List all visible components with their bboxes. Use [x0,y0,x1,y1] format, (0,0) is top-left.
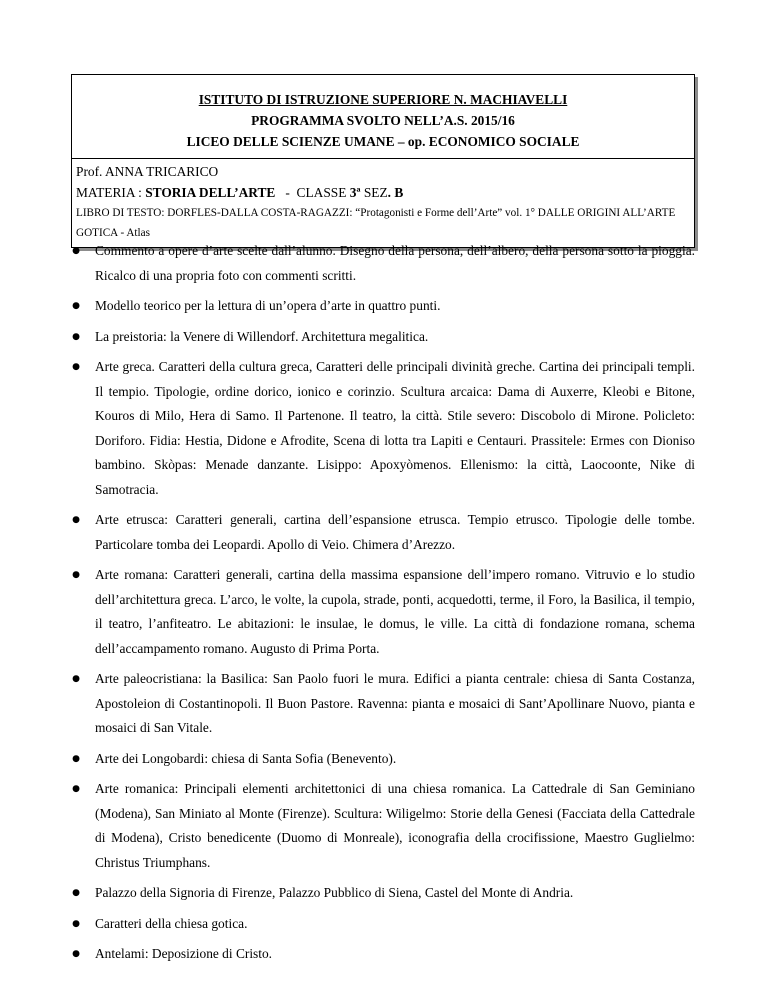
list-item-text: Commento a opere d’arte scelte dall’alunno. Disegno della persona, dell’albero, della persona sotto la pioggia. Ricalco di una propria foto con commenti scritti. [95,243,695,283]
list-item [71,294,695,319]
bullet-icon: ● [72,362,80,372]
bullet-icon: ● [72,784,80,794]
textbook-line: LIBRO DI TESTO: DORFLES-DALLA COSTA-RAGAZZI: “Protagonisti e Forme dell’Arte” vol. 1° DALLE ORIGINI ALL’ARTE GOTICA - Atlas [76,207,676,239]
list-item-text: Modello teorico per la lettura di un’opera d’arte in quattro punti. [95,298,441,313]
bullet-icon: ● [72,301,80,311]
list-item [71,942,695,967]
header-title-block [72,75,694,158]
list-item-text: Arte greca. Caratteri della cultura greca, Caratteri delle principali divinità greche. Cartina dei principali templi. Il tempio. Tipologie, ordine dorico, ionico e corinzio. Scultura arcaica: Dama di Auxerre, Kleobi e Bitone, Kouros di Milo, Hera di Samo. Il Partenone. Il teatro, la città. Stile severo: Discobolo di Mirone. Policleto: Doriforo. Fidia: Hestia, Didone e Afrodite, Scena di lotta tra Lapiti e Centauri. Prassitele: Ermes con Dioniso bambino. Skòpas: Menade danzante. Lisippo: Apoxyòmenos. Ellenismo: la città, Laocoonte, Nike di Samotracia. [95,359,695,497]
header-info-block [72,159,694,247]
list-item [71,667,695,741]
class-number: 3ª [349,185,361,200]
topics-list [71,239,695,973]
list-item [71,239,695,288]
list-item [71,508,695,557]
list-item-text: Arte romana: Caratteri generali, cartina della massima espansione dell’impero romano. Vitruvio e lo studio dell’architettura greca. L’arco, le volte, la cupola, strade, ponti, acquedotti, terme, il Foro, la Basilica, il tempio, il teatro, l’anfiteatro. Le abitazioni: le insulae, le domus, le ville. La città di fondazione romana, schema dell’accampamento romano. Augusto di Prima Porta. [95,567,695,656]
bullet-icon: ● [72,888,80,898]
list-item-text: Antelami: Deposizione di Cristo. [95,946,273,961]
header-box [71,74,695,248]
class-prefix: - CLASSE [275,185,350,200]
bullet-icon: ● [72,753,80,764]
list-item-text: Caratteri della chiesa gotica. [95,915,248,931]
school-name: LICEO DELLE SCIENZE UMANE – op. ECONOMICO SOCIALE [186,134,580,149]
list-item-text: Palazzo della Signoria di Firenze, Palazzo Pubblico di Siena, Castel del Monte di Andria. [95,885,574,900]
list-item-text: Arte romanica: Principali elementi architettonici di una chiesa romanica. La Cattedrale di San Geminiano (Modena), San Miniato al Monte (Firenze). Scultura: Wiligelmo: Storie della Genesi (Facciata della Cattedrale di Modena), Cristo benedicente (Duomo di Monreale), iconografia della crocifissione, Maestro Guglielmo: Christus Triumphans. [95,781,695,870]
bullet-icon: ● [72,570,80,580]
list-item [71,563,695,661]
bullet-icon: ● [72,246,80,256]
subject-prefix: MATERIA : [76,185,146,200]
list-item-text: La preistoria: la Venere di Willendorf. Architettura megalitica. [95,328,429,344]
bullet-icon: ● [72,515,80,525]
class-sez: SEZ [360,185,388,200]
bullet-icon: ● [72,949,80,959]
institute-name: ISTITUTO DI ISTRUZIONE SUPERIORE N. MACHIAVELLI [198,92,568,107]
list-item [71,881,695,906]
list-item-text: Arte etrusca: Caratteri generali, cartina dell’espansione etrusca. Tempio etrusco. Tipologie delle tombe. Particolare tomba dei Leopardi. Apollo di Veio. Chimera d’Arezzo. [95,512,695,552]
bullet-icon: ● [72,918,80,929]
teacher-name: Prof. ANNA TRICARICO [76,164,219,179]
subject-line [76,182,690,203]
bullet-icon: ● [72,674,80,684]
subject-name: STORIA DELL’ARTE [145,185,276,200]
class-section: . B [387,185,404,200]
list-item-text: Arte paleocristiana: la Basilica: San Paolo fuori le mura. Edifici a pianta centrale: chiesa di Santa Costanza, Apostoleion di Costantinopoli. Il Buon Pastore. Ravenna: pianta e mosaici di Sant’Apollinare Nuovo, pianta e mosaici di San Vitale. [95,671,695,735]
program-title: PROGRAMMA SVOLTO NELL’A.S. 2015/16 [251,113,515,128]
bullet-icon: ● [72,331,80,342]
list-item-text: Arte dei Longobardi: chiesa di Santa Sofia (Benevento). [95,750,397,766]
list-item [71,355,695,502]
list-item [71,747,695,772]
list-item [71,777,695,875]
list-item [71,912,695,937]
list-item [71,325,695,350]
